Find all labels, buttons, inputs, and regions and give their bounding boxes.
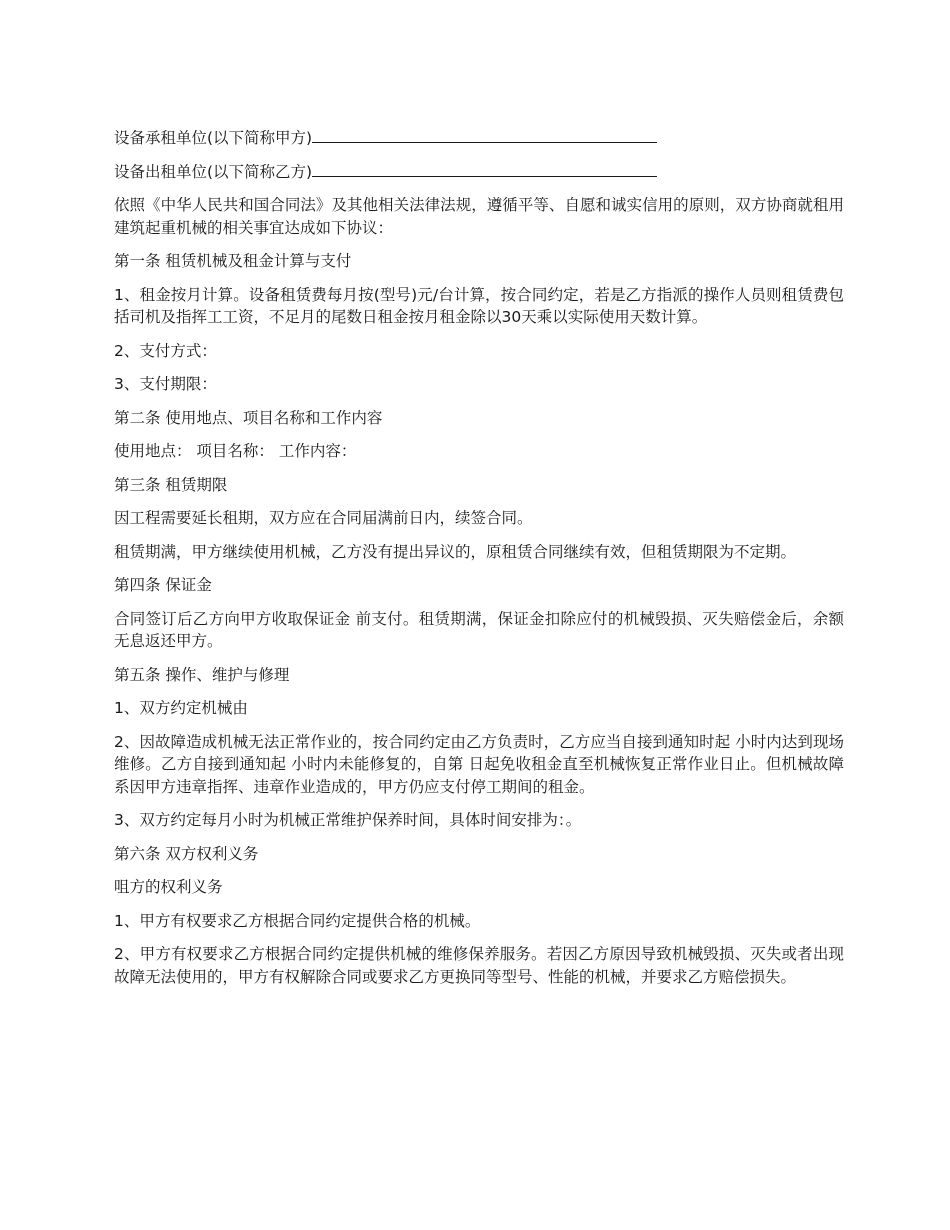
party-b-line: [114, 161, 844, 184]
article1-item2: 2、支付方式：: [114, 341, 217, 360]
article2-line: 使用地点： 项目名称： 工作内容：: [114, 442, 357, 460]
party-a-line: [114, 127, 844, 150]
article5-item3: 3、双方约定每月小时为机械正常维护保养时间，具体时间安排为：。: [114, 811, 582, 829]
document-page: [114, 127, 844, 999]
article2-title: 第二条 使用地点、项目名称和工作内容: [114, 408, 383, 427]
party-b-blank: [312, 162, 657, 177]
article3-para2: 租赁期满，甲方继续使用机械，乙方没有提出异议的，原租赁合同继续有效，但租赁期限为不定期。: [114, 542, 797, 561]
article1-title: 第一条 租赁机械及租金计算与支付: [114, 252, 352, 270]
article3-para1: 因工程需要延长租期，双方应在合同届满前日内，续签合同。: [114, 509, 533, 527]
article1-item3: 3、支付期限：: [114, 375, 217, 393]
article4-para1: 合同签订后乙方向甲方收取保证金 前支付。租赁期满，保证金扣除应付的机械毁损、灭失赔偿金后，余额无息返还甲方。: [114, 609, 844, 650]
article3-title: 第三条 租赁期限: [114, 475, 228, 494]
article6-subtitle: 咀方的权利义务: [114, 878, 223, 896]
party-a-label: 设备承租单位(以下简称甲方): [114, 129, 313, 147]
article6-item2: 2、甲方有权要求乙方根据合同约定提供机械的维修保养服务。若因乙方原因导致机械毁损、灭失或者出现故障无法使用的，甲方有权解除合同或要求乙方更换同等型号、性能的机械，并要求乙方赔偿损失。: [114, 945, 844, 986]
article5-item2: 2、因故障造成机械无法正常作业的，按合同约定由乙方负责时，乙方应当自接到通知时起 小时内达到现场维修。乙方自接到通知起 小时内未能修复的，自第 日起免收租金直至机械恢复正常作业日止。但机械故障系因甲方违章指挥、违章作业造成的，甲方仍应支付停工期间的租金。: [114, 732, 844, 796]
article5-title: 第五条 操作、维护与修理: [114, 665, 290, 684]
article1-item1: 1、租金按月计算。设备租赁费每月按(型号)元/台计算，按合同约定，若是乙方指派的操作人员则租赁费包括司机及指挥工工资，不足月的尾数日租金按月租金除以30天乘以实际使用天数计算。: [114, 285, 844, 326]
article6-title: 第六条 双方权利义务: [114, 844, 259, 863]
article6-item1: 1、甲方有权要求乙方根据合同约定提供合格的机械。: [114, 911, 481, 930]
party-b-label: 设备出租单位(以下简称乙方): [114, 162, 313, 181]
intro-paragraph: 依照《中华人民共和国合同法》及其他相关法律法规，遵循平等、自愿和诚实信用的原则，双方协商就租用建筑起重机械的相关事宜达成如下协议：: [114, 196, 844, 237]
party-a-blank: [312, 128, 657, 143]
article4-title: 第四条 保证金: [114, 576, 212, 594]
article5-item1: 1、双方约定机械由: [114, 699, 248, 717]
